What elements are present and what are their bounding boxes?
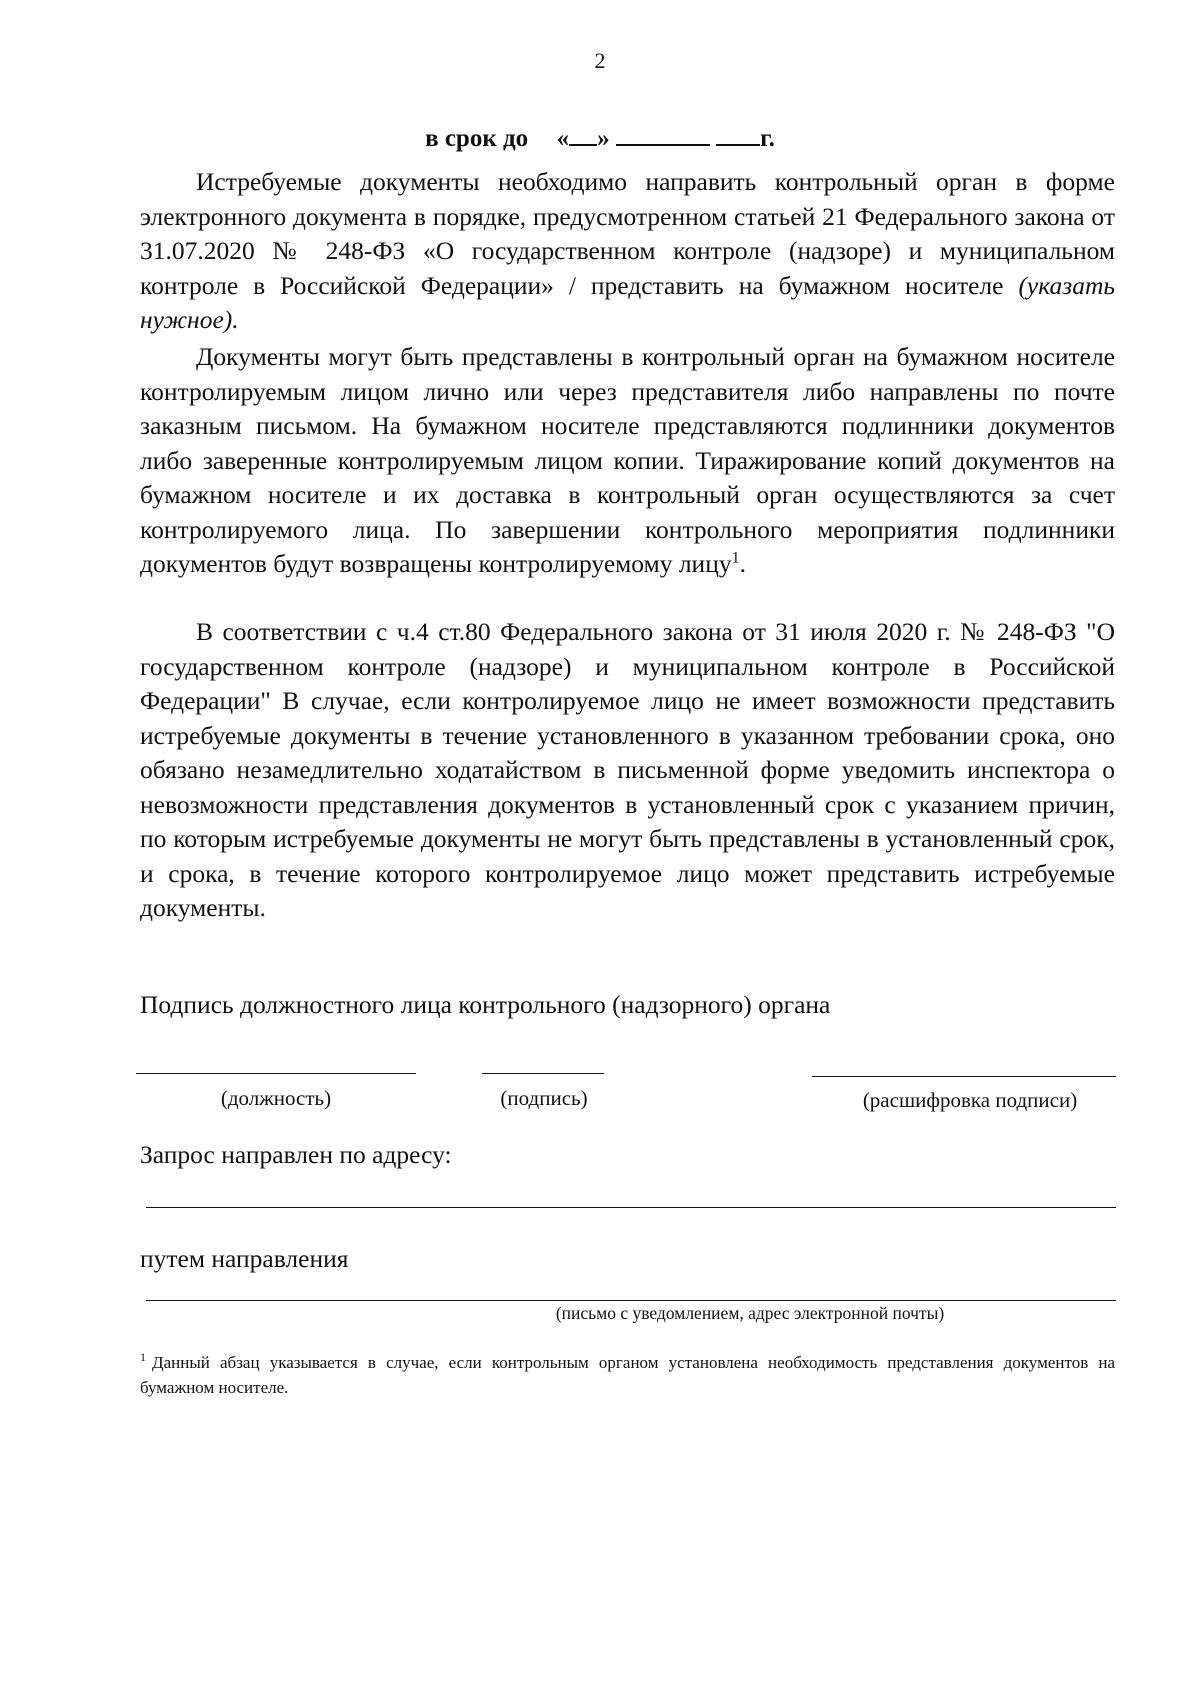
method-caption: (письмо с уведомлением, адрес электронной почты) xyxy=(555,1303,945,1323)
signature-title: Подпись должностного лица контрольного (надзорного) органа xyxy=(140,990,831,1019)
decode-line xyxy=(812,1076,1116,1077)
signature-line xyxy=(482,1073,604,1074)
paragraph-paper-submission xyxy=(140,340,1115,582)
method-line xyxy=(146,1300,1116,1301)
deadline-day-blank xyxy=(569,122,597,146)
page-number: 2 xyxy=(594,48,606,73)
paragraph-electronic-form xyxy=(140,165,1115,338)
address-line xyxy=(146,1207,1116,1208)
deadline-year-suffix: г. xyxy=(760,125,775,152)
deadline-day-open: « xyxy=(556,125,570,152)
paragraph-law-reference xyxy=(140,615,1115,926)
paragraph-1-italic: (указать нужное). xyxy=(140,270,1116,334)
deadline-year-blank xyxy=(716,122,760,146)
position-line xyxy=(136,1073,416,1074)
deadline-line xyxy=(0,122,1200,153)
footnote xyxy=(140,1350,1115,1400)
paragraph-3-text: В соответствии с ч.4 ст.80 Федерального закона от 31 июля 2020 г. № 248-ФЗ "О государственном контроле (надзоре) и муниципальном контроле в Российской Федерации" В случае, если контролируемое лицо не имеет возможности представить истребуемые документы в течение установленного в указанном требовании срока, оно обязано незамедлительно ходатайством в письменной форме уведомить инспектора о невозможности представления документов в установленный срок с указанием причин, по которым истребуемые документы не могут быть представлены в установленный срок, и срока, в течение которого контролируемое лицо может представить истребуемые документы. xyxy=(140,617,1115,922)
position-caption: (должность) xyxy=(220,1086,332,1110)
method-title: путем направления xyxy=(140,1244,349,1273)
deadline-day-close: » xyxy=(597,125,610,152)
address-title: Запрос направлен по адресу: xyxy=(140,1140,452,1169)
footnote-mark: 1 xyxy=(140,1350,146,1365)
paragraph-2-end: . xyxy=(739,549,746,578)
signature-caption: (подпись) xyxy=(500,1086,588,1110)
footnote-reference: 1 xyxy=(731,549,740,567)
paragraph-1-text: Истребуемые документы необходимо направить контрольный орган в форме электронного документа в порядке, предусмотренном статьей 21 Федерального закона от 31.07.2020 № 248-ФЗ «О государственном контроле (надзоре) и муниципальном контроле в Российской Федерации» / представить на бумажном носителе xyxy=(140,167,1115,300)
deadline-month-blank xyxy=(616,122,710,146)
paragraph-2-text: Документы могут быть представлены в контрольный орган на бумажном носителе контролируемым лицом лично или через представителя либо направлены по почте заказным письмом. На бумажном носителе представляются подлинники документов либо заверенные контролируемым лицом копии. Тиражирование копий документов на бумажном носителе и их доставка в контрольный орган осуществляются за счет контролируемого лица. По завершении контрольного мероприятия подлинники документов будут возвращены контролируемому лицу xyxy=(140,342,1115,578)
deadline-label: в срок до xyxy=(425,125,529,152)
decode-caption: (расшифровка подписи) xyxy=(862,1088,1078,1112)
footnote-text: Данный абзац указывается в случае, если контрольным органом установлена необходимость представления документов на бумажном носителе. xyxy=(140,1353,1115,1397)
